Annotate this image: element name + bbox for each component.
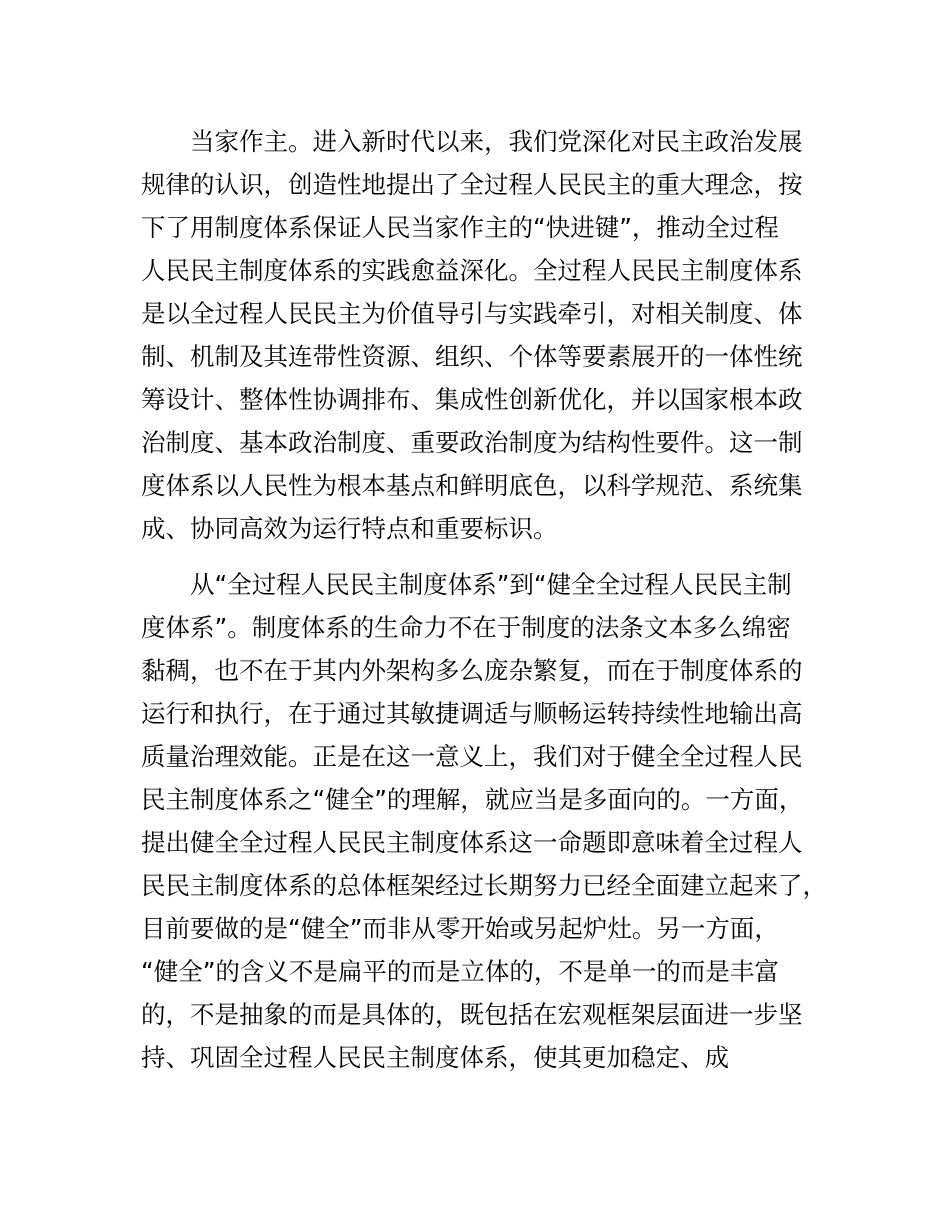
text-line: 黏稠，也不在于其内外架构多么庞杂繁复，而在于制度体系的 xyxy=(141,656,803,685)
text-line: 的，不是抽象的而是具体的，既包括在宏观框架层面进一步坚 xyxy=(141,1000,803,1029)
text-line: 下了用制度体系保证人民当家作主的“快进键”，推动全过程 xyxy=(141,213,779,242)
text-line: 规律的认识，创造性地提出了全过程人民民主的重大理念，按 xyxy=(141,170,803,199)
text-line: 民主制度体系之“健全”的理解，就应当是多面向的。一方面， xyxy=(141,785,804,814)
text-line: 从“全过程人民民主制度体系”到“健全全过程人民民主制 xyxy=(190,570,792,599)
text-line: 成、协同高效为运行特点和重要标识。 xyxy=(141,514,558,543)
text-line: 人民民主制度体系的实践愈益深化。全过程人民民主制度体系 xyxy=(141,256,803,285)
text-line: 度体系以人民性为根本基点和鲜明底色，以科学规范、系统集 xyxy=(141,471,803,500)
text-line: 制、机制及其连带性资源、组织、个体等要素展开的一体性统 xyxy=(141,342,803,371)
text-line: 提出健全全过程人民民主制度体系这一命题即意味着全过程人 xyxy=(141,828,803,857)
text-line: 质量治理效能。正是在这一意义上，我们对于健全全过程人民 xyxy=(141,742,803,771)
text-line: “健全”的含义不是扁平的而是立体的，不是单一的而是丰富 xyxy=(141,957,779,986)
text-line: 持、巩固全过程人民民主制度体系，使其更加稳定、成 xyxy=(141,1043,729,1072)
text-line: 筹设计、整体性协调排布、集成性创新优化，并以国家根本政 xyxy=(141,385,803,414)
text-line: 目前要做的是“健全”而非从零开始或另起炉灶。另一方面， xyxy=(141,914,779,943)
text-line: 运行和执行，在于通过其敏捷调适与顺畅运转持续性地输出高 xyxy=(141,699,803,728)
text-line: 民民主制度体系的总体框架经过长期努力已经全面建立起来了， xyxy=(141,871,827,900)
text-line: 度体系”。制度体系的生命力不在于制度的法条文本多么绵密 xyxy=(141,613,791,642)
text-line: 治制度、基本政治制度、重要政治制度为结构性要件。这一制 xyxy=(141,428,803,457)
text-line: 当家作主。进入新时代以来，我们党深化对民主政治发展 xyxy=(190,127,803,156)
text-line: 是以全过程人民民主为价值导引与实践牵引，对相关制度、体 xyxy=(141,299,803,328)
